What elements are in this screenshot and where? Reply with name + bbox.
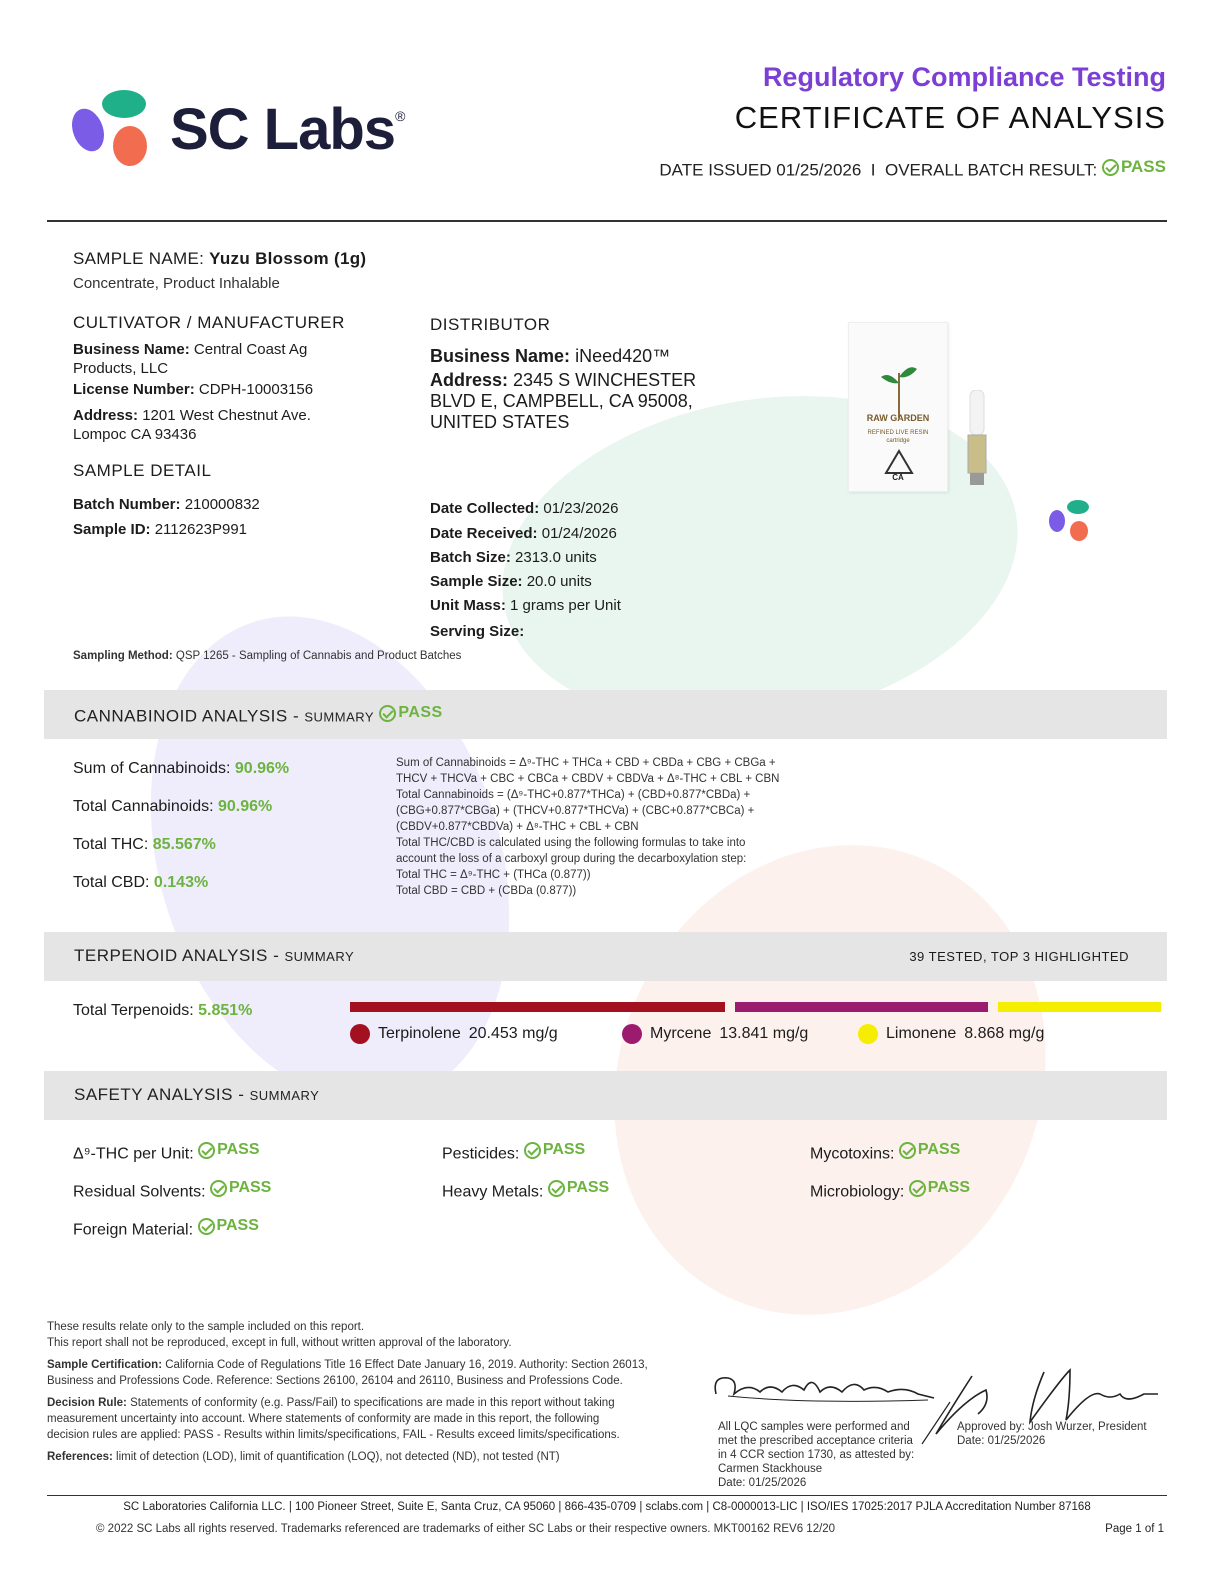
report-title: CERTIFICATE OF ANALYSIS [734, 100, 1166, 135]
date-collected: Date Collected: 01/23/2026 [430, 500, 619, 517]
terpenoid-title: TERPENOID ANALYSIS - SUMMARY [74, 946, 355, 965]
formula-line: Total CBD = CBD + (CBDa (0.877)) [396, 885, 577, 897]
terpene-bar-chart [350, 1002, 1161, 1012]
terpene-bar-terpinolene [350, 1002, 725, 1012]
batch-number: Batch Number: 210000832 [73, 496, 260, 513]
footer-address: SC Laboratories California LLC. | 100 Pioneer Street, Suite E, Santa Cruz, CA 95060 | 866-435-0709 | sclabs.com | C8-0000013-LIC | ISO/IES 17025:2017 PJLA Accreditation Number 87168 [123, 1501, 1091, 1513]
sample-detail-heading: SAMPLE DETAIL [73, 461, 212, 480]
box-mark: CA [892, 473, 904, 482]
sample-certification: Sample Certification: California Code of Regulations Title 16 Effect Date January 16, 2019. Authority: Section 26013, Business and Professions Code. Reference: Sections 26100, 26104 and 26110, Business and Professions Code. [47, 1359, 648, 1387]
terpene-legend-item: Terpinolene 20.453 mg/g [350, 1024, 558, 1044]
cannabinoid-item-thc: Total THC: 85.567% [73, 836, 216, 853]
formula-line: account the loss of a carboxyl group during the decarboxylation step: [396, 853, 747, 865]
warning-triangle-icon [884, 449, 914, 475]
check-circle-icon [524, 1142, 541, 1159]
cultivator-business: Business Name: Central Coast Ag Products, LLC [73, 341, 308, 377]
formula-line: Total Cannabinoids = (Δ⁹-THC+0.877*THCa) + (CBD+0.877*CBDa) + [396, 789, 751, 801]
references: References: limit of detection (LOD), limit of quantification (LOQ), not detected (ND), not tested (NT) [47, 1451, 560, 1463]
report-subtitle: Regulatory Compliance Testing [762, 62, 1166, 92]
formula-line: THCV + THCVa + CBC + CBCa + CBDV + CBDVa + Δ⁸-THC + CBL + CBN [396, 773, 780, 785]
small-logo-icon [1046, 497, 1092, 545]
sc-labs-logo-icon [68, 86, 152, 172]
check-circle-icon [909, 1180, 926, 1197]
cultivator-address: Address: 1201 West Chestnut Ave. Lompoc CA 93436 [73, 407, 311, 443]
cannabinoid-item-total: Total Cannabinoids: 90.96% [73, 798, 273, 815]
terpene-legend [350, 1024, 1170, 1050]
formula-line: Sum of Cannabinoids = Δ⁹-THC + THCa + CBD + CBDa + CBG + CBGa + [396, 757, 776, 769]
date-received: Date Received: 01/24/2026 [430, 525, 617, 542]
note-line: This report shall not be reproduced, except in full, without written approval of the laboratory. [47, 1337, 512, 1349]
check-circle-icon [1102, 159, 1119, 176]
sample-size: Sample Size: 20.0 units [430, 573, 592, 590]
header-divider [47, 220, 1167, 222]
check-circle-icon [899, 1142, 916, 1159]
terpene-bar-myrcene [735, 1002, 989, 1012]
safety-item-heavy-metals: Heavy Metals: PASS [442, 1179, 610, 1201]
product-image [848, 322, 948, 492]
formula-line: (CBG+0.877*CBGa) + (THCV+0.877*THCVa) + (CBC+0.877*CBCa) + [396, 805, 755, 817]
check-circle-icon [379, 705, 396, 722]
page-number: Page 1 of 1 [1105, 1523, 1164, 1535]
sampling-method: Sampling Method: QSP 1265 - Sampling of Cannabis and Product Batches [73, 650, 462, 662]
serving-size: Serving Size: [430, 623, 525, 640]
approval: Approved by: Josh Wurzer, President Date: 01/25/2026 [957, 1421, 1147, 1447]
signature-stackhouse-icon [708, 1368, 938, 1408]
formula-line: Total THC = Δ⁹-THC + (THCa (0.877)) [396, 869, 591, 881]
note-line: These results relate only to the sample included on this report. [47, 1321, 365, 1333]
sample-type: Concentrate, Product Inhalable [73, 275, 280, 292]
terpene-dot-icon [622, 1024, 642, 1044]
batch-size: Batch Size: 2313.0 units [430, 549, 597, 566]
terpene-dot-icon [350, 1024, 370, 1044]
footer-notes [47, 1319, 697, 1465]
footer-copyright: © 2022 SC Labs all rights reserved. Trademarks referenced are trademarks of either SC Labs or their respective owners. MKT00162 REV6 12/20 [96, 1523, 836, 1535]
issue-line: DATE ISSUED 01/25/2026 I OVERALL BATCH RESULT: PASS [659, 157, 1166, 180]
safety-item-mycotoxins: Mycotoxins: PASS [810, 1141, 961, 1163]
distributor-heading: DISTRIBUTOR [430, 315, 551, 334]
safety-item-pesticides: Pesticides: PASS [442, 1141, 586, 1163]
check-circle-icon [210, 1180, 227, 1197]
cannabinoid-band [44, 690, 1167, 739]
formula-line: Total THC/CBD is calculated using the following formulas to take into [396, 837, 746, 849]
cultivator-license: License Number: CDPH-10003156 [73, 381, 314, 398]
distributor-business: Business Name: iNeed420™ [430, 346, 671, 366]
box-sub2: cartridge [886, 438, 910, 444]
formula-line: (CBDV+0.877*CBDVa) + Δ⁸-THC + CBL + CBN [396, 821, 639, 833]
sprout-icon [849, 343, 949, 423]
overall-result-badge: PASS [1102, 157, 1166, 177]
total-terpenoids: Total Terpenoids: 5.851% [73, 1002, 253, 1019]
terpene-legend-item: Limonene 8.868 mg/g [858, 1024, 1044, 1044]
lqc-attestation: All LQC samples were performed and met the prescribed acceptance criteria in 4 CCR section 1730, as attested by: Carmen Stackhouse Date: 01/25/2026 [718, 1421, 915, 1489]
terpene-legend-item: Myrcene 13.841 mg/g [622, 1024, 808, 1044]
box-sub1: REFINED LIVE RESIN [867, 430, 929, 436]
safety-item-microbiology: Microbiology: PASS [810, 1179, 971, 1201]
sample-id: Sample ID: 2112623P991 [73, 521, 248, 538]
sample-name: SAMPLE NAME: Yuzu Blossom (1g) [73, 249, 367, 268]
decision-rule: Decision Rule: Statements of conformity (e.g. Pass/Fail) to specifications are made in this report without taking measurement uncertainty into account. Where statements of conformity are made in this report, the following decision rules are applied: PASS - Results within limits/specifications, FAIL - Results exceed limits/specifications. [47, 1397, 620, 1441]
footer-divider [47, 1495, 1167, 1496]
cultivator-heading: CULTIVATOR / MANUFACTURER [73, 313, 345, 332]
cannabinoid-item-sum: Sum of Cannabinoids: 90.96% [73, 760, 290, 777]
safety-band [44, 1071, 1167, 1120]
cannabinoid-formulas [396, 755, 816, 899]
terpenoid-band [44, 932, 1167, 981]
cannabinoid-result-badge: PASS [379, 704, 442, 722]
unit-mass: Unit Mass: 1 grams per Unit [430, 597, 621, 614]
distributor-address: Address: 2345 S WINCHESTER BLVD E, CAMPBELL, CA 95008, UNITED STATES [430, 370, 697, 432]
brand-name: SC Labs® [170, 97, 405, 162]
cannabinoid-title: CANNABINOID ANALYSIS - SUMMARY PASS [74, 704, 443, 726]
cartridge-icon [962, 390, 992, 490]
terpenoid-tested-note: 39 TESTED, TOP 3 HIGHLIGHTED [909, 949, 1129, 964]
check-circle-icon [548, 1180, 565, 1197]
terpene-dot-icon [858, 1024, 878, 1044]
safety-item-residual-solvents: Residual Solvents: PASS [73, 1179, 272, 1201]
cannabinoid-item-cbd: Total CBD: 0.143% [73, 874, 209, 891]
safety-title: SAFETY ANALYSIS - SUMMARY [74, 1085, 320, 1104]
box-brand: RAW GARDEN [866, 413, 930, 423]
safety-item-foreign-material: Foreign Material: PASS [73, 1217, 259, 1239]
check-circle-icon [198, 1218, 215, 1235]
check-circle-icon [198, 1142, 215, 1159]
terpene-bar-limonene [998, 1002, 1161, 1012]
safety-item-thc-per-unit: Δ⁹-THC per Unit: PASS [73, 1141, 260, 1163]
